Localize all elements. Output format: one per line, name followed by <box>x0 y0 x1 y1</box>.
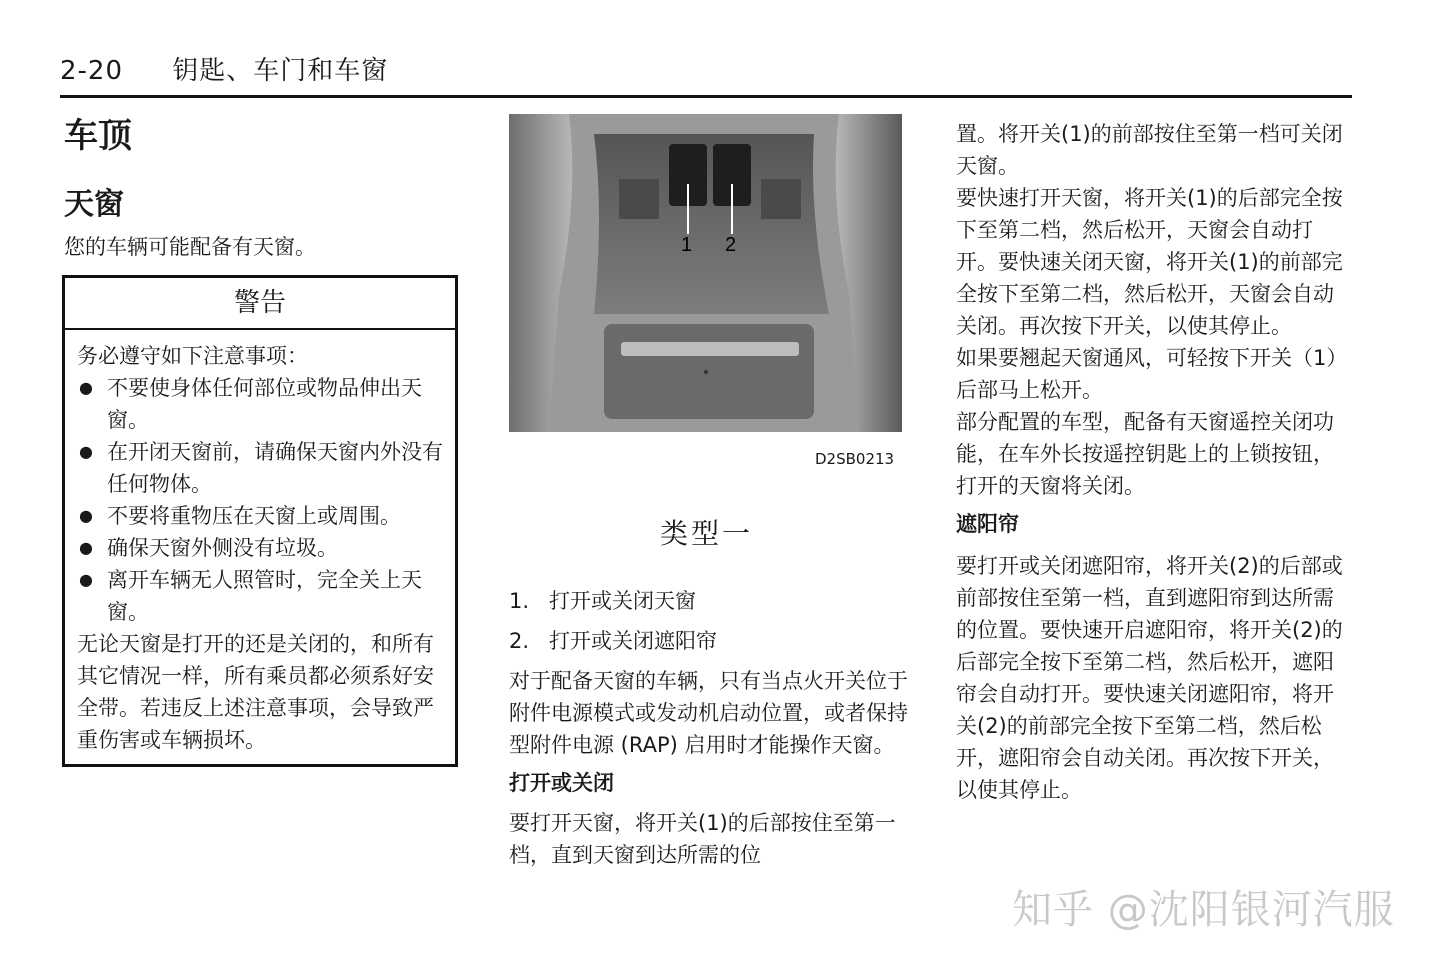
list-number: 1. <box>509 589 530 613</box>
warning-item: ● 确保天窗外侧没有垃圾。 <box>77 532 443 564</box>
sunroof-switch-photo <box>509 114 902 432</box>
warning-item: ● 离开车辆无人照管时，完全关上天窗。 <box>77 564 443 628</box>
list-text: 打开或关闭天窗 <box>549 589 696 613</box>
switch-label-1: 1 <box>681 234 693 256</box>
warning-box <box>62 275 458 767</box>
figure-title: 类型一 <box>660 517 754 550</box>
middle-column <box>509 585 909 871</box>
list-number: 2. <box>509 629 530 653</box>
paragraph: 要快速打开天窗，将开关(1)的后部完全按下至第二档，然后松开，天窗会自动打开。要快速关闭天窗，将开关(1)的前部完全按下至第二档，然后松开，天窗会自动关闭。再次按下开关，以使其停止。 <box>956 186 1343 338</box>
paragraph: 置。将开关(1)的前部按住至第一档可关闭天窗。 <box>956 122 1343 178</box>
subheading-sunshade: 遮阳帘 <box>956 512 1019 536</box>
warning-item: ● 不要使身体任何部位或物品伸出天窗。 <box>77 372 443 436</box>
subheading-open-close: 打开或关闭 <box>509 771 614 795</box>
warning-list <box>77 372 443 628</box>
page-header <box>60 50 388 87</box>
intro-text: 您的车辆可能配备有天窗。 <box>64 235 316 259</box>
console-illustration <box>509 114 902 432</box>
chapter-title: 钥匙、车门和车窗 <box>172 56 389 86</box>
warning-body <box>65 330 455 764</box>
paragraph: 要打开天窗，将开关(1)的后部按住至第一档，直到天窗到达所需的位 <box>509 811 896 867</box>
right-column <box>956 118 1354 806</box>
section-title: 车顶 <box>64 116 132 156</box>
page-number: 2-20 <box>60 56 124 86</box>
numbered-list <box>509 585 909 657</box>
figure-code: D2SB0213 <box>815 450 895 468</box>
paragraph: 如果要翘起天窗通风，可轻按下开关（1）后部马上松开。 <box>956 346 1348 402</box>
paragraph: 要打开或关闭遮阳帘，将开关(2)的后部或前部按住至第一档，直到遮阳帘到达所需的位置。要快速开启遮阳帘，将开关(2)的后部完全按下至第二档，然后松开，遮阳帘会自动打开。要快速关闭遮阳帘，将开关(2)的前部完全按下至第二档，然后松开，遮阳帘会自动关闭。再次按下开关，以使其停止。 <box>956 554 1343 802</box>
switch-label-2: 2 <box>725 234 737 256</box>
warning-title: 警告 <box>65 278 455 330</box>
warning-closing: 无论天窗是打开的还是关闭的，和所有其它情况一样，所有乘员都必须系好安全带。若违反上述注意事项，会导致严重伤害或车辆损坏。 <box>77 632 434 752</box>
subsection-title: 天窗 <box>64 187 124 222</box>
warning-item: ● 不要将重物压在天窗上或周围。 <box>77 500 443 532</box>
warning-item: ● 在开闭天窗前，请确保天窗内外没有任何物体。 <box>77 436 443 500</box>
list-text: 打开或关闭遮阳帘 <box>549 629 717 653</box>
paragraph: 对于配备天窗的车辆，只有当点火开关位于附件电源模式或发动机启动位置，或者保持型附件电源 (RAP) 启用时才能操作天窗。 <box>509 669 908 757</box>
left-column <box>62 108 458 767</box>
list-item <box>509 625 909 657</box>
header-rule <box>60 95 1352 98</box>
warning-lead: 务必遵守如下注意事项： <box>77 344 308 368</box>
watermark: 知乎 @沈阳银河汽服 <box>1012 887 1395 933</box>
paragraph: 部分配置的车型，配备有天窗遥控关闭功能，在车外长按遥控钥匙上的上锁按钮，打开的天窗将关闭。 <box>956 410 1334 498</box>
list-item <box>509 585 909 617</box>
